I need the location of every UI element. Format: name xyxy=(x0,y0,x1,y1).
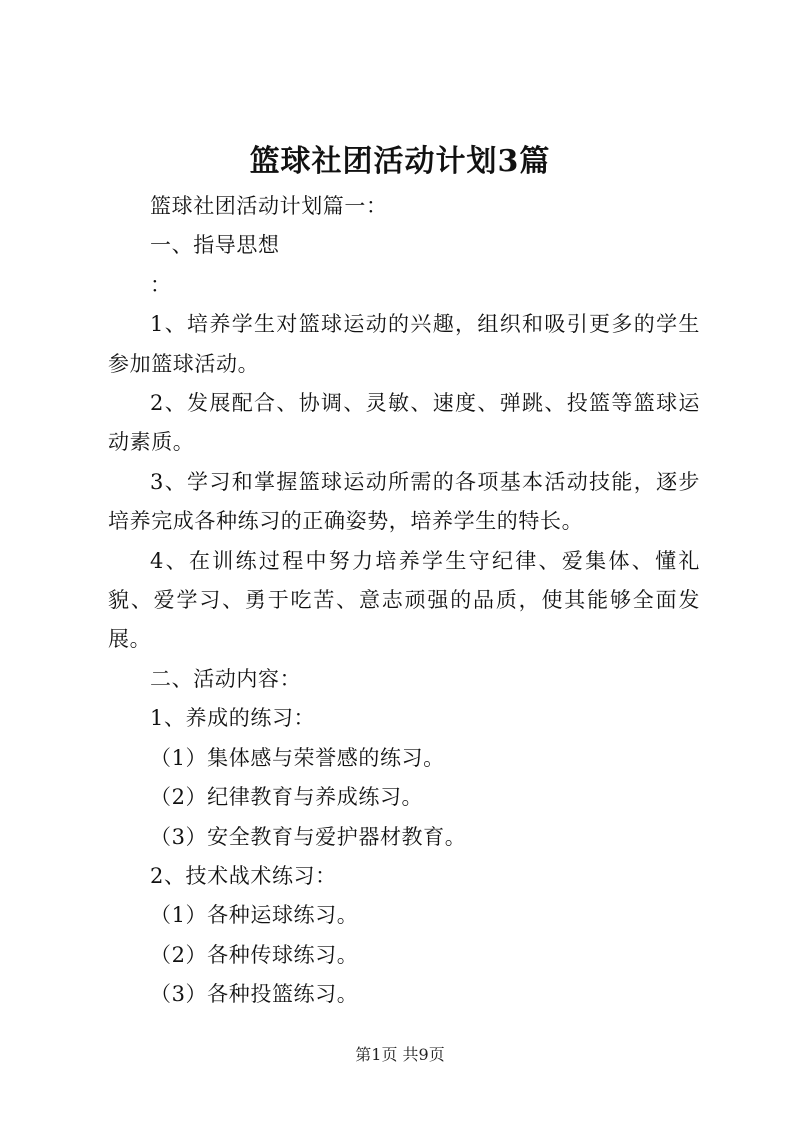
paragraph-colon: ： xyxy=(150,272,172,297)
paragraph-plan-heading: 篮球社团活动计划篇一： xyxy=(150,194,388,218)
paragraph-subsection-technique-practice: 2、技术战术练习： xyxy=(150,863,337,888)
paragraph-item-2: 2、发展配合、协调、灵敏、速度、弹跳、投篮等篮球运动素质。 xyxy=(108,391,700,455)
paragraph-item-4: 4、在训练过程中努力培养学生守纪律、爱集体、懂礼貌、爱学习、勇于吃苦、意志顽强的品质，使其能够全面发展。 xyxy=(108,548,700,652)
document-title: 篮球社团活动计划3篇 xyxy=(249,144,551,179)
paragraph-subitem-1-1: （1）集体感与荣誉感的练习。 xyxy=(150,745,445,770)
paragraph-subitem-2-3: （3）各种投篮练习。 xyxy=(150,982,359,1007)
page-footer: 第1页 共9页 xyxy=(355,1045,445,1064)
paragraph-item-3: 3、学习和掌握篮球运动所需的各项基本活动技能，逐步培养完成各种练习的正确姿势，培养学生的特长。 xyxy=(108,469,700,534)
paragraph-subsection-habit-practice: 1、养成的练习： xyxy=(150,706,316,731)
paragraph-item-1: 1、培养学生对篮球运动的兴趣，组织和吸引更多的学生参加篮球活动。 xyxy=(108,312,700,376)
paragraph-subitem-1-2: （2）纪律教育与养成练习。 xyxy=(150,785,424,810)
paragraph-section-guiding-thought: 一、指导思想 xyxy=(150,233,280,258)
paragraph-subitem-1-3: （3）安全教育与爱护器材教育。 xyxy=(150,824,467,849)
document-body xyxy=(108,187,700,1015)
paragraph-section-activity-content: 二、活动内容： xyxy=(150,666,302,691)
paragraph-subitem-2-1: （1）各种运球练习。 xyxy=(150,903,359,928)
paragraph-subitem-2-2: （2）各种传球练习。 xyxy=(150,942,359,967)
